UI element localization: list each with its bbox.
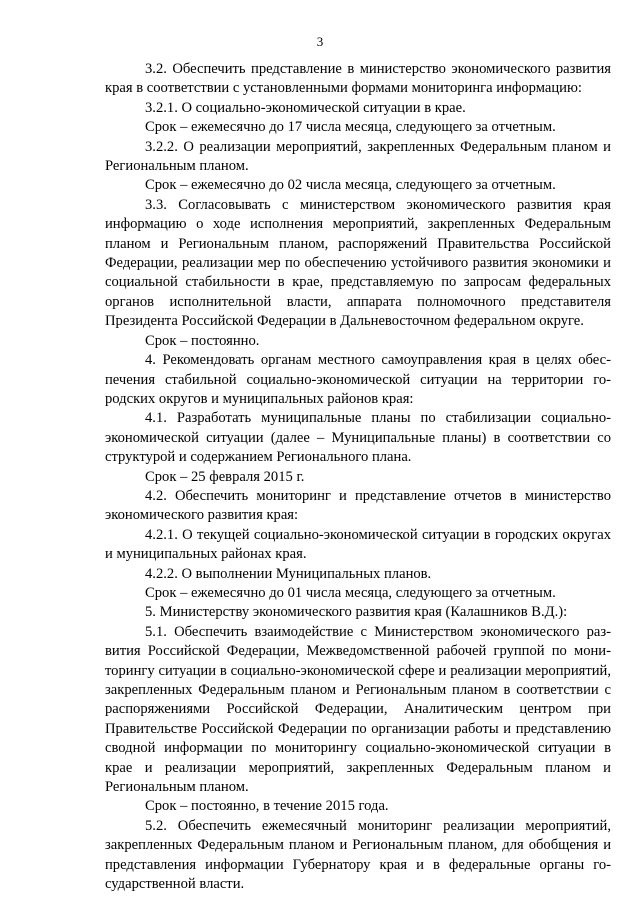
paragraph: Срок – постоянно, в течение 2015 года. xyxy=(145,798,389,815)
paragraph: 4.2.2. О выполнении Муниципальных планов. xyxy=(145,565,432,582)
paragraph: 4. Рекомендовать органам местного самоуправления края в целях обеспечения стабильной социально-экономической ситуации на территории городских округов и муниципальных районов края: xyxy=(105,352,611,407)
paragraph: 4.2. Обеспечить мониторинг и представление отчетов в министерство экономического развития края: xyxy=(105,487,611,524)
paragraph: 4.1. Разработать муниципальные планы по стабилизации социально-экономической ситуации (далее – Муниципальные планы) в соответствии со структурой и содержанием Регионального плана. xyxy=(105,410,611,466)
paragraph: 3.2.1. О социально-экономической ситуации в крае. xyxy=(145,99,466,116)
paragraph: 4.2.1. О текущей социально-экономической ситуации в городских округах и муниципальных районах края. xyxy=(105,526,611,563)
paragraph: 5. Министерству экономического развития края (Калашников В.Д.): xyxy=(145,604,568,621)
paragraph: 3.2. Обеспечить представление в министерство экономического развития края в соответствии с установленными формами мониторинга информацию: xyxy=(105,61,611,97)
paragraph: Срок – ежемесячно до 02 числа месяца, следующего за отчетным. xyxy=(145,177,556,194)
paragraph: 5.2. Обеспечить ежемесячный мониторинг реализации мероприятий, закрепленных Федеральным планом и Региональным планом, для обобщения и представления информации Губернатору края и в федеральные органы государственной власти. xyxy=(105,817,611,893)
paragraph: 5.1. Обеспечить взаимодействие с Министерством экономического развития Российской Федерации, Межведомственной рабочей группой по мониторингу ситуации в социально-экономической сфере и реализации мероприятий, закрепленных Федеральным планом и Региональным планом в соответствии с распоряжениями Российской Федерации, Аналитическим центром при Правительстве Российской Федерации по организации работы и представлению сводной информации по мониторингу социально-экономической ситуации в крае и реализации мероприятий, закрепленных Федеральным планом и Региональным планом. xyxy=(105,623,611,796)
paragraph: Срок – постоянно. xyxy=(145,332,260,349)
paragraph: Срок – ежемесячно до 01 числа месяца, следующего за отчетным. xyxy=(145,584,556,601)
page-number: 3 xyxy=(316,34,324,49)
paragraph: Срок – 25 февраля 2015 г. xyxy=(145,468,305,485)
paragraph: 3.3. Согласовывать с министерством экономического развития края информацию о ходе исполнения мероприятий, закрепленных Федеральным планом и Региональным планом, распоряжений Правительства Российской Федерации, реализации мер по обеспечению устойчивого развития экономики и социальной стабильности в крае, представляемую по запросам федеральных органов исполнительной власти, аппарата полномочного представителя Президента Российской Федерации в Дальневосточном федеральном округе. xyxy=(105,196,611,330)
paragraph: Срок – ежемесячно до 17 числа месяца, следующего за отчетным. xyxy=(145,119,556,136)
document-body xyxy=(105,60,611,894)
paragraph: 3.2.2. О реализации мероприятий, закрепленных Федеральным планом и Региональным планом. xyxy=(105,138,611,175)
